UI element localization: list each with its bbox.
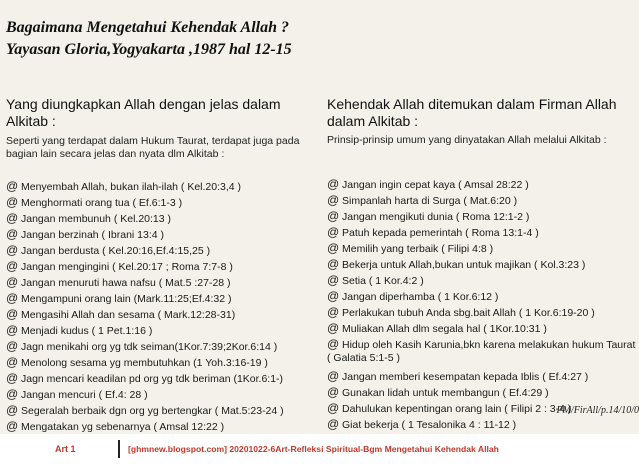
list-item-text: Muliakan Allah dlm segala hal ( 1Kor.10:31 ) xyxy=(342,323,547,335)
list-item-text: Jangan berzinah ( Ibrani 13:4 ) xyxy=(21,229,165,241)
list-item-text: Bekerja untuk Allah,bukan untuk majikan ( Kol.3:23 ) xyxy=(342,259,586,271)
bullet-at-icon: @ xyxy=(6,211,19,225)
list-item xyxy=(6,322,284,338)
list-item xyxy=(6,418,284,434)
bullet-at-icon: @ xyxy=(6,227,19,241)
list-item xyxy=(6,306,284,322)
bullet-at-icon: @ xyxy=(6,259,19,273)
bullet-at-icon: @ xyxy=(327,369,340,383)
bullet-at-icon: @ xyxy=(6,371,19,385)
list-item xyxy=(6,402,284,418)
list-item-text: Gunakan lidah untuk membangun ( Ef.4:29 ) xyxy=(342,387,549,399)
left-item-list xyxy=(6,178,284,434)
list-item xyxy=(327,288,639,304)
list-item xyxy=(6,370,284,386)
bullet-at-icon: @ xyxy=(6,339,19,353)
list-item xyxy=(6,210,284,226)
list-item xyxy=(327,224,639,240)
bullet-at-icon: @ xyxy=(6,291,19,305)
bullet-at-icon: @ xyxy=(6,307,19,321)
bullet-at-icon: @ xyxy=(6,355,19,369)
page-reference: PM/FirAll/p.14/10/0 xyxy=(556,405,639,416)
document-source-line: Yayasan Gloria,Yogyakarta ,1987 hal 12-15 xyxy=(6,41,292,58)
list-item xyxy=(6,338,284,354)
list-item-text: Perlakukan tubuh Anda sbg.bait Allah ( 1 Kor.6:19-20 ) xyxy=(342,307,595,319)
bullet-at-icon: @ xyxy=(327,225,340,239)
list-item xyxy=(327,192,639,208)
bullet-at-icon: @ xyxy=(6,179,19,193)
right-column-heading: Kehendak Allah ditemukan dalam Firman Allah dalam Alkitab : xyxy=(327,96,617,129)
list-item xyxy=(6,178,284,194)
bullet-at-icon: @ xyxy=(327,257,340,271)
list-item xyxy=(6,354,284,370)
list-item xyxy=(327,320,639,336)
bullet-at-icon: @ xyxy=(327,273,340,287)
bullet-at-icon: @ xyxy=(327,337,340,351)
list-item-text: Mengasihi Allah dan sesama ( Mark.12:28-31) xyxy=(21,309,236,321)
list-item xyxy=(6,226,284,242)
list-item xyxy=(327,304,639,320)
bullet-at-icon: @ xyxy=(6,323,19,337)
bullet-at-icon: @ xyxy=(6,387,19,401)
list-item xyxy=(327,416,639,432)
list-item xyxy=(6,258,284,274)
list-item xyxy=(6,386,284,402)
list-item-text: Hidup oleh Kasih Karunia,bkn karena melakukan hukum Taurat ( Galatia 5:1-5 ) xyxy=(327,339,636,364)
bullet-at-icon: @ xyxy=(327,289,340,303)
list-item-text: Jangan mengikuti dunia ( Roma 12:1-2 ) xyxy=(342,211,530,223)
footer-source-text: [ghmnew.blogspot.com] 20201022-6Art-Refleksi Spiritual-Bgm Mengetahui Kehendak Allah xyxy=(128,444,499,454)
bullet-at-icon: @ xyxy=(6,195,19,209)
list-item-text: Jangan berdusta ( Kel.20:16,Ef.4:15,25 ) xyxy=(21,245,211,257)
list-item-text: Patuh kepada pemerintah ( Roma 13:1-4 ) xyxy=(342,227,539,239)
footer-art-label: Art 1 xyxy=(55,444,76,454)
list-item-text: Memilih yang terbaik ( Filipi 4:8 ) xyxy=(342,243,494,255)
list-item-text: Menjadi kudus ( 1 Pet.1:16 ) xyxy=(21,325,153,337)
list-item-text: Jangan ingin cepat kaya ( Amsal 28:22 ) xyxy=(342,179,529,191)
bullet-at-icon: @ xyxy=(6,243,19,257)
list-item xyxy=(327,208,639,224)
right-item-list xyxy=(327,176,639,432)
list-item-text: Giat bekerja ( 1 Tesalonika 4 : 11-12 ) xyxy=(342,419,517,431)
list-item-text: Jangan mencuri ( Ef.4: 28 ) xyxy=(21,389,148,401)
bullet-at-icon: @ xyxy=(6,403,19,417)
list-item-text: Mengatakan yg sebenarnya ( Amsal 12:22 ) xyxy=(21,421,225,433)
list-item-text: Jagn menikahi org yg tdk seiman(1Kor.7:39;2Kor.6:14 ) xyxy=(21,341,278,353)
document-title: Bagaimana Mengetahui Kehendak Allah ? xyxy=(6,19,290,36)
list-item-text: Dahulukan kepentingan orang lain ( Filipi 2 : 3-4 ) xyxy=(342,403,572,415)
bullet-at-icon: @ xyxy=(327,417,340,431)
list-item-text: Jangan memberi kesempatan kepada Iblis ( Ef.4:27 ) xyxy=(342,371,589,383)
bullet-at-icon: @ xyxy=(327,321,340,335)
bullet-at-icon: @ xyxy=(6,419,19,433)
list-item-text: Menolong sesama yg membutuhkan (1 Yoh.3:16-19 ) xyxy=(21,357,268,369)
list-item xyxy=(327,336,639,368)
list-item xyxy=(327,256,639,272)
list-item xyxy=(6,274,284,290)
list-item xyxy=(327,176,639,192)
list-item-text: Mengampuni orang lain (Mark.11:25;Ef.4:32 ) xyxy=(21,293,232,305)
list-item xyxy=(6,242,284,258)
list-item-text: Segeralah berbaik dgn org yg bertengkar ( Mat.5:23-24 ) xyxy=(21,405,284,417)
list-item-text: Menyembah Allah, bukan ilah-ilah ( Kel.20:3,4 ) xyxy=(21,181,242,193)
bullet-at-icon: @ xyxy=(327,209,340,223)
bullet-at-icon: @ xyxy=(327,401,340,415)
list-item xyxy=(6,194,284,210)
bullet-at-icon: @ xyxy=(327,193,340,207)
list-item xyxy=(327,240,639,256)
list-item-text: Jangan menuruti hawa nafsu ( Mat.5 :27-28 ) xyxy=(21,277,231,289)
list-item-text: Menghormati orang tua ( Ef.6:1-3 ) xyxy=(21,197,183,209)
bullet-at-icon: @ xyxy=(327,177,340,191)
bullet-at-icon: @ xyxy=(327,385,340,399)
list-item-text: Jangan mengingini ( Kel.20:17 ; Roma 7:7-8 ) xyxy=(21,261,233,273)
list-item xyxy=(327,368,639,384)
bullet-at-icon: @ xyxy=(6,275,19,289)
bullet-at-icon: @ xyxy=(327,241,340,255)
list-item-text: Jangan diperhamba ( 1 Kor.6:12 ) xyxy=(342,291,499,303)
left-column-heading: Yang diungkapkan Allah dengan jelas dalam Alkitab : xyxy=(6,96,281,129)
list-item-text: Jagn mencari keadilan pd org yg tdk beriman (1Kor.6:1-) xyxy=(21,373,284,385)
footer-divider xyxy=(118,440,120,458)
caption-footer xyxy=(0,434,639,464)
list-item-text: Setia ( 1 Kor.4:2 ) xyxy=(342,275,424,287)
list-item xyxy=(327,272,639,288)
list-item xyxy=(327,384,639,400)
list-item-text: Simpanlah harta di Surga ( Mat.6:20 ) xyxy=(342,195,518,207)
list-item xyxy=(6,290,284,306)
right-column-subheading: Prinsip-prinsip umum yang dinyatakan Allah melalui Alkitab : xyxy=(327,134,607,146)
left-column-subheading: Seperti yang terdapat dalam Hukum Taurat, terdapat juga pada bagian lain secara jelas dan nyata dlm Alkitab : xyxy=(6,135,300,160)
bullet-at-icon: @ xyxy=(327,305,340,319)
list-item-text: Jangan membunuh ( Kel.20:13 ) xyxy=(21,213,172,225)
